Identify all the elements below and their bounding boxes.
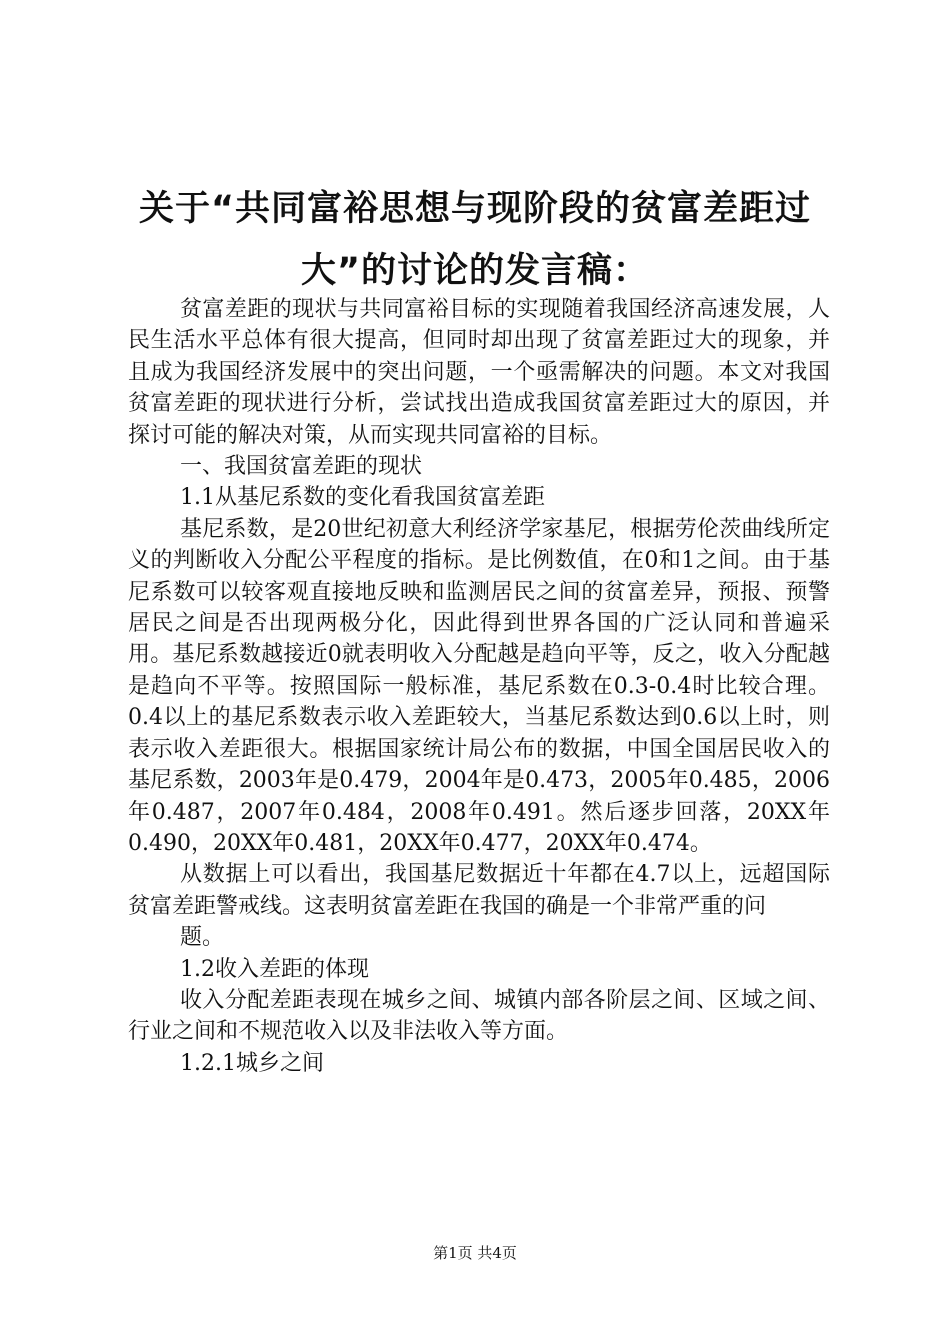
page-number: 第1页 共4页 (433, 1244, 517, 1262)
paragraph-income-gap: 收入分配差距表现在城乡之间、城镇内部各阶层之间、区域之间、行业之间和不规范收入以及非法收入等方面。 (128, 987, 830, 1045)
section-heading-1: 一、我国贫富差距的现状 (180, 454, 423, 480)
subsection-heading-1-2-1: 1.2.1城乡之间 (180, 1050, 324, 1076)
paragraph-intro: 贫富差距的现状与共同富裕目标的实现随着我国经济高速发展，人民生活水平总体有很大提高，但同时却出现了贫富差距过大的现象，并且成为我国经济发展中的突出问题，一个亟需解决的问题。本文对我国贫富差距的现状进行分析，尝试找出造成我国贫富差距过大的原因，并探讨可能的解决对策，从而实现共同富裕的目标。 (128, 297, 830, 448)
document-title: 关于“共同富裕思想与现阶段的贫富差距过大”的讨论的发言稿： (138, 189, 811, 291)
paragraph-gini-definition: 基尼系数，是20世纪初意大利经济学家基尼，根据劳伦茨曲线所定义的判断收入分配公平程度的指标。是比例数值，在0和1之间。由于基尼系数可以较客观直接地反映和监测居民之间的贫富差异，预报、预警居民之间是否出现两极分化，因此得到世界各国的广泛认同和普遍采用。基尼系数越接近0就表明收入分配越是趋向平等，反之，收入分配越是趋向不平等。按照国际一般标准，基尼系数在0.3-0.4时比较合理。0.4以上的基尼系数表示收入差距较大，当基尼系数达到0.6以上时，则表示收入差距很大。根据国家统计局公布的数据，中国全国居民收入的基尼系数，2003年是0.479，2004年是0.473，2005年0.485，2006年0.487，2007年0.484，2008年0.491。然后逐步回落，20XX年0.490，20XX年0.481，20XX年0.477，20XX年0.474。 (128, 516, 830, 856)
subsection-heading-1-2: 1.2收入差距的体现 (180, 956, 369, 982)
paragraph-fragment: 题。 (180, 925, 225, 951)
subsection-heading-1-1: 1.1从基尼系数的变化看我国贫富差距 (180, 485, 545, 511)
document-body (128, 294, 830, 1079)
paragraph-gini-conclusion: 从数据上可以看出，我国基尼数据近十年都在4.7以上，远超国际贫富差距警戒线。这表明贫富差距在我国的确是一个非常严重的问 (128, 862, 830, 919)
